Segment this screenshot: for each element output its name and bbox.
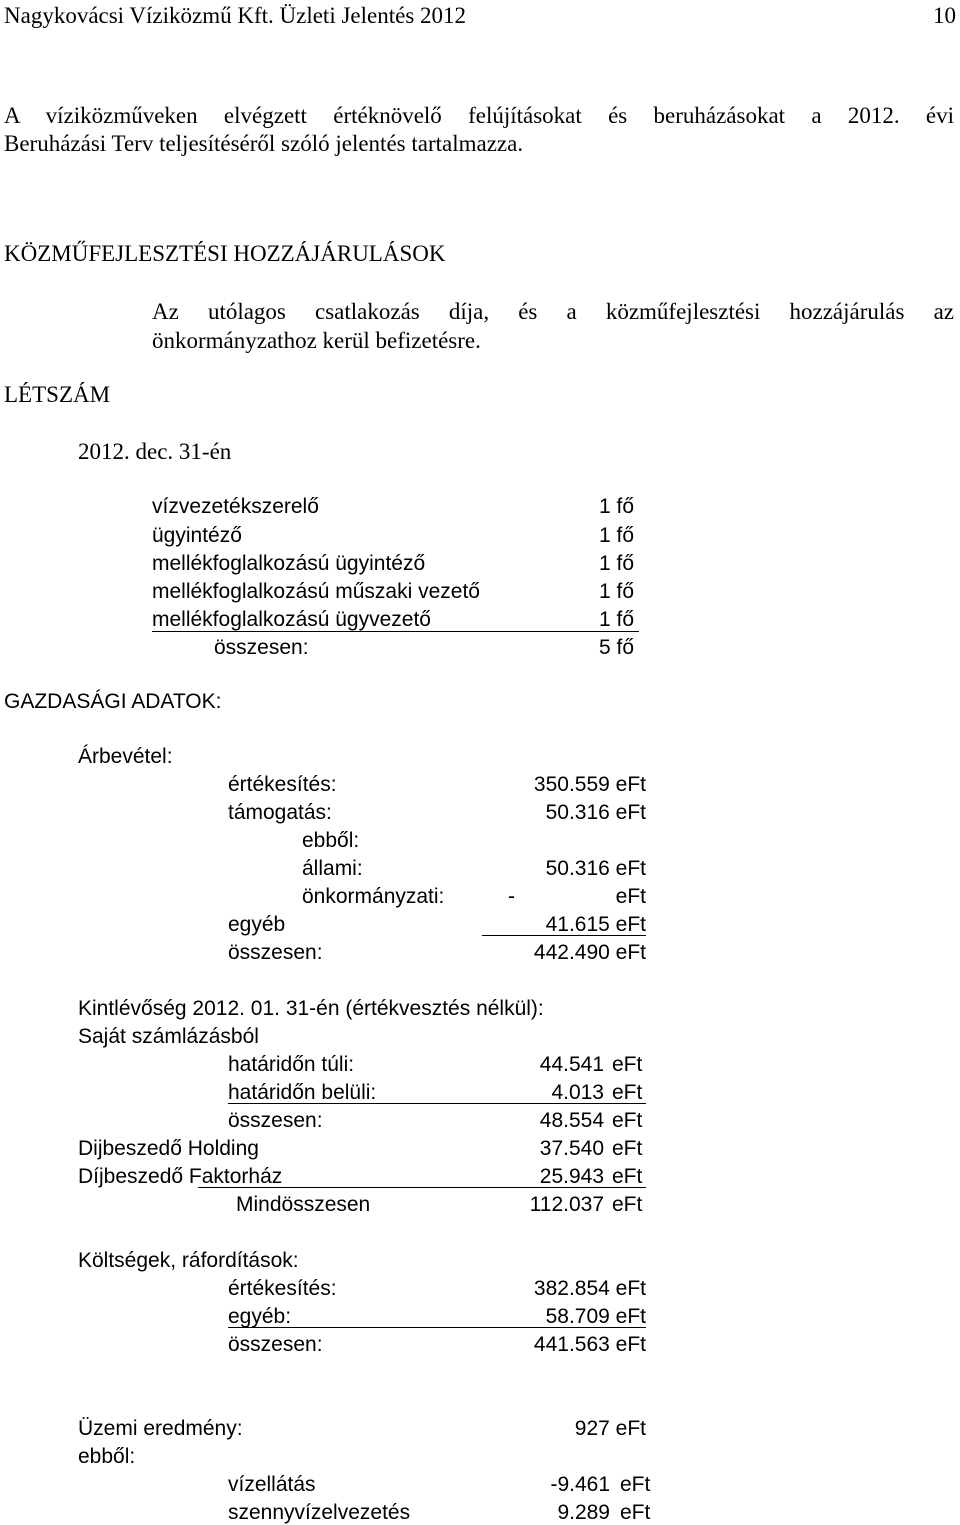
letszam-role-label: vízvezetékszerelő [152,495,319,518]
intro-line-1: A víziközműveken elvégzett értéknövelő felújításokat és beruházásokat a 2012. évi [4,103,954,128]
arbevetel-title: Árbevétel: [78,745,173,768]
arbevetel-egyeb-value: 41.615 eFt [545,913,646,936]
letszam-role-value: 1 fő [599,608,635,631]
header-title: Nagykovácsi Víziközmű Kft. Üzleti Jelentés 2012 [4,3,467,28]
kozmu-line-2: önkormányzathoz kerül befizetésre. [152,328,481,353]
uzemi-ebbol: ebből: [78,1445,136,1468]
letszam-role-label: ügyintéző [152,524,242,547]
koltsegek-egyeb-value: 58.709 eFt [545,1305,646,1328]
uzemi-vizellatas-unit: eFt [620,1473,651,1496]
letszam-role-value: 1 fő [599,580,635,603]
letszam-role-value: 1 fő [599,495,635,518]
koltsegek-ertekesites-label: értékesítés: [228,1277,337,1300]
kintlevoseg-label-part-a: Díjbeszedő [78,1165,189,1188]
arbevetel-allami-label: állami: [302,857,363,880]
arbevetel-onkorm-dash: - [508,885,515,908]
kintlevoseg-row-unit: eFt [612,1193,643,1216]
kintlevoseg-row-unit: eFt [612,1081,643,1104]
arbevetel-onkorm-unit: eFt [615,885,646,908]
arbevetel-allami-value: 50.316 eFt [545,857,646,880]
koltsegek-osszesen-label: összesen: [228,1333,323,1356]
letszam-role-label: mellékfoglalkozású ügyintéző [152,552,426,575]
letszam-role-label: mellékfoglalkozású műszaki vezető [152,580,480,603]
uzemi-vizellatas-value: -9.461 [550,1473,610,1496]
kintlevoseg-row-value: 4.013 [551,1081,604,1104]
arbevetel-ebbol-label: ebből: [302,829,360,852]
kintlevoseg-row-value: 44.541 [539,1053,604,1076]
kozmu-line-1: Az utólagos csatlakozás díja, és a közműfejlesztési hozzájárulás az [152,299,954,324]
page-number: 10 [933,3,956,28]
kintlevoseg-row-unit: eFt [612,1109,643,1132]
gazdasagi-heading: GAZDASÁGI ADATOK: [4,690,222,713]
letszam-heading: LÉTSZÁM [4,382,111,407]
kintlevoseg-label-part-b: Faktorház [188,1165,283,1188]
letszam-role-label: mellékfoglalkozású ügyvezető [152,608,431,631]
koltsegek-osszesen-value: 441.563 eFt [533,1333,646,1356]
koltsegek-ertekesites-value: 382.854 eFt [533,1277,646,1300]
arbevetel-tamogatas-label: támogatás: [228,801,332,824]
kintlevoseg-row-label: határidőn belüli: [228,1081,377,1104]
letszam-role-value: 1 fő [599,552,635,575]
letszam-underline [152,631,639,632]
uzemi-szenny-value: 9.289 [557,1501,610,1524]
kintlevoseg-row-value: 25.943 [539,1165,604,1188]
koltsegek-egyeb-label: egyéb: [228,1305,292,1328]
kintlevoseg-row-value: 48.554 [539,1109,604,1132]
arbevetel-underline [482,935,646,936]
kintlevoseg-row-unit: eFt [612,1137,643,1160]
uzemi-value: 927 eFt [574,1417,646,1440]
kintlevoseg-row-label: Mindösszesen [236,1193,371,1216]
uzemi-szenny-label: szennyvízelvezetés [228,1501,411,1524]
uzemi-szenny-unit: eFt [620,1501,651,1524]
uzemi-vizellatas-label: vízellátás [228,1473,316,1496]
arbevetel-tamogatas-value: 50.316 eFt [545,801,646,824]
kintlevoseg-row-label [78,1166,282,1187]
intro-line-2: Beruházási Terv teljesítéséről szóló jelentés tartalmazza. [4,131,524,156]
arbevetel-ertekesites-value: 350.559 eFt [533,773,646,796]
arbevetel-ertekesites-label: értékesítés: [228,773,337,796]
kintlevoseg-row-label: határidőn túli: [228,1053,355,1076]
uzemi-title: Üzemi eredmény: [78,1417,243,1440]
kintlevoseg-row-label: összesen: [228,1109,323,1132]
letszam-role-value: 1 fő [599,524,635,547]
kintlevoseg-title: Kintlévőség 2012. 01. 31-én (értékvesztés nélkül): [78,997,544,1020]
arbevetel-osszesen-label: összesen: [228,941,323,964]
koltsegek-underline [228,1327,646,1328]
kintlevoseg-sajat: Saját számlázásból [78,1025,259,1048]
kintlevoseg-row-unit: eFt [612,1053,643,1076]
kintlevoseg-underline [198,1187,646,1188]
arbevetel-egyeb-label: egyéb [228,913,286,936]
arbevetel-onkorm-label: önkormányzati: [302,885,445,908]
arbevetel-osszesen-value: 442.490 eFt [533,941,646,964]
kintlevoseg-row-value: 37.540 [539,1137,604,1160]
letszam-total-value: 5 fő [599,636,635,659]
koltsegek-title: Költségek, ráfordítások: [78,1249,299,1272]
letszam-total-label: összesen: [214,636,309,659]
letszam-date: 2012. dec. 31-én [78,439,232,464]
kintlevoseg-underline [228,1103,646,1104]
kintlevoseg-row-value: 112.037 [529,1193,604,1216]
kintlevoseg-row-unit: eFt [612,1165,643,1188]
kintlevoseg-row-label: Dijbeszedő Holding [78,1137,259,1160]
kozmu-heading: KÖZMŰFEJLESZTÉSI HOZZÁJÁRULÁSOK [4,241,446,266]
